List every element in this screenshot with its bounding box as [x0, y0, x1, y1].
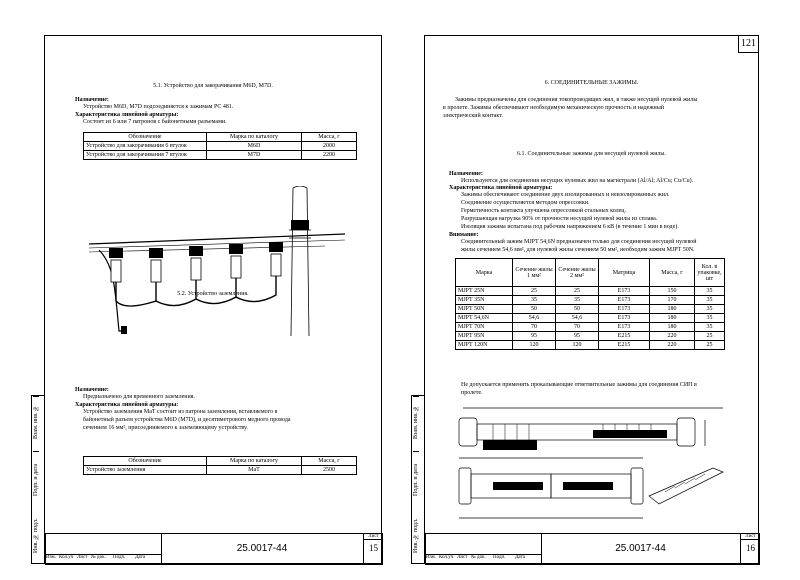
sheet-box: Лист 15 — [363, 534, 383, 564]
page-corner-number: 121 — [738, 36, 758, 53]
grounding-device-table: Обозначение Марка по каталогу Масса, г Устройство заземления MaT 2500 — [83, 456, 357, 475]
section-5-2-title: 5.2. Устройство заземления. — [177, 291, 249, 297]
side-label: Подп. и дата — [413, 451, 419, 507]
attention-text: Соединительный зажим MJPT 54,6N предназначен только для соединения несущей нулевой жилы сечением 54,6 мм², для нулевой жилы сечением 50 мм², необходим зажим MJPT 50N. — [461, 239, 697, 253]
shorting-device-table: Обозначение Марка по каталогу Масса, г Устройство для закорачивания 6 втулок M6D 2000 Устройство для закорачивания 7 втулок M7D 2200 — [83, 132, 357, 160]
table-row: Устройство для закорачивания 7 втулок M7D 2200 — [84, 151, 357, 160]
characteristics2-heading: Характеристика линейной арматуры: — [75, 402, 179, 408]
characteristics-heading: Характеристика линейной арматуры: — [449, 185, 553, 191]
sheet-number: 15 — [369, 543, 378, 553]
right-page — [424, 35, 759, 564]
purpose-text: Используются для соединения несущих нулевых жил на магистрали (Al/Al; Al/Cu; Cu/Cu). — [461, 178, 694, 184]
section-6-1-title: 6.1. Соединительные зажимы для несущей нулевой жилы. — [517, 151, 666, 157]
right-side-strip — [411, 395, 425, 564]
left-page — [44, 35, 382, 564]
purpose-heading: Назначение: — [75, 97, 109, 103]
connector-drawing — [453, 406, 743, 531]
stamp-columns: Изм. Кол.уч Лист № док. Подп. Дата — [426, 555, 525, 560]
table-row: MJPT 95N 95 95 E215 220 25 — [456, 332, 725, 341]
table-row: MJPT 25N 25 25 E173 150 35 — [456, 287, 725, 296]
table-row: MJPT 120N 120 120 E215 220 25 — [456, 341, 725, 350]
section-6-title: 6. СОЕДИНИТЕЛЬНЫЕ ЗАЖИМЫ. — [544, 80, 639, 86]
side-label: Инв. № подл. — [33, 518, 39, 554]
purpose-heading: Назначение: — [449, 171, 483, 177]
table-row: Устройство для закорачивания 6 втулок M6D 2000 — [84, 142, 357, 151]
sheet-number: 16 — [746, 543, 755, 553]
document-code: 25.0017-44 — [615, 543, 666, 554]
characteristics-heading: Характеристика линейной арматуры: — [75, 112, 179, 118]
purpose2-heading: Назначение: — [75, 387, 109, 393]
side-label: Инв. № подл. — [413, 518, 419, 554]
purpose-text: Устройство M6D, M7D подсоединяется к зажимам РС 481. — [83, 104, 234, 110]
purpose2-text: Предназначено для временного заземления. — [83, 394, 195, 400]
characteristics-text: Состоит из 6 или 7 патронов с байонетными разъемами. — [83, 119, 227, 125]
side-label: Подп. и дата — [33, 451, 39, 507]
title-block — [45, 533, 383, 565]
table-row: MJPT 54,6N 54,6 54,6 E173 180 35 — [456, 314, 725, 323]
intro-text: Зажимы предназначены для соединения токопроводящих жил, в также несущей нулевой жилы в пролете. Зажимы обеспечивают необходимую механическую прочность и надежный электрический контакт. — [443, 97, 698, 119]
table-row: MJPT 35N 35 35 E173 170 35 — [456, 296, 725, 305]
document-code: 25.0017-44 — [236, 543, 288, 554]
attention-heading: Внимание: — [449, 232, 479, 238]
characteristics-list: Зажимы обеспечивают соединение двух изолированных и неизолированных жил. Соединение осуществляется методом опрессовки. Герметичность контакта улучшена опрессовкой стальных колец. Разрушающая нагрузка 90% от прочности несущей нулевой жилы из сплава. Изоляция зажима испытана под рабочим напряжением 6 кВ (в течение 1 мин в воде). — [461, 192, 679, 230]
side-label: Взам. инв. № — [413, 396, 419, 447]
characteristics2-text: Устройство заземления MaT состоит из патрона заземления, вставляемого в байонетный разъем устройства M6D (M7D), и десятиметрового медного провода сечением 16 мм², присоединяемого к заземляющему устройству. — [83, 409, 291, 431]
connector-clamps-table: Марка Сечение жилы 1 мм² Сечение жилы 2 мм² Матрица Масса, г Кол. в упаковке, шт MJPT 25N 25 25 E173 150 35 MJPT 35N 35 35 E173 170 35 MJPT 50N 50 50 E173 180 35 MJPT 54,6N 54,6 54,6 E173 180 35 MJPT 70N 70 70 E173 180 35 MJPT 95N 95 95 E215 220 25 MJPT 120N 120 120 E215 220 25 — [455, 258, 725, 350]
table-row: Устройство заземления MaT 2500 — [84, 466, 357, 475]
stamp-columns: Изм. Кол.уч Лист № док. Подп. Дата — [46, 555, 145, 560]
table-row: MJPT 70N 70 70 E173 180 35 — [456, 323, 725, 332]
sheet-box: Лист 16 — [740, 534, 760, 564]
shorting-device-drawing — [85, 186, 345, 341]
title-block — [425, 533, 760, 565]
left-side-strip — [31, 395, 45, 564]
section-5-1-title: 5.1. Устройство для закорачивания M6D, M7D. — [153, 83, 273, 89]
note-text: Не допускается применять прокалывающие ответвительные зажимы для соединения СИП в пролете. — [461, 382, 697, 396]
table-row: MJPT 50N 50 50 E173 180 35 — [456, 305, 725, 314]
side-label: Взам. инв. № — [33, 396, 39, 447]
